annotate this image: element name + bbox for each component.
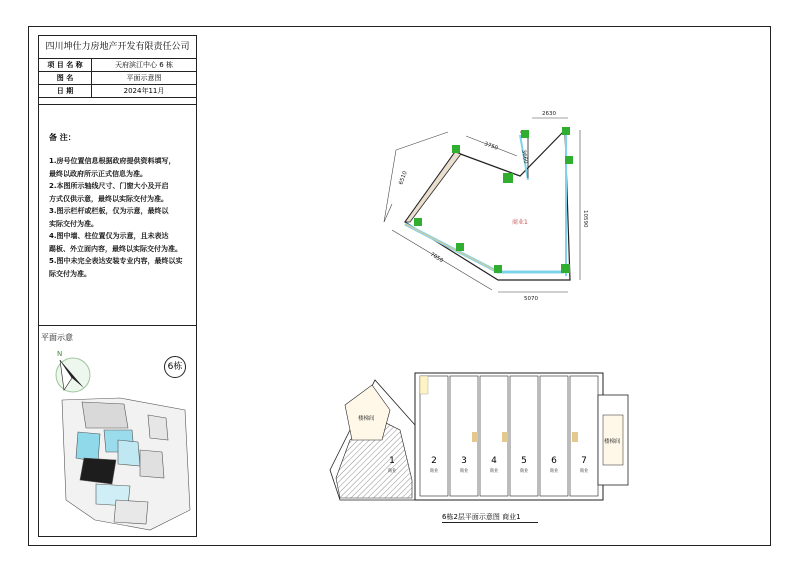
caption-underline [442, 522, 538, 523]
dim-label: 3750 [483, 141, 499, 152]
unit-number: 2 [431, 456, 437, 466]
note-line: 2.本图所示轴线尺寸、门窗大小及开启 [49, 182, 169, 190]
note-line: 5.图中未完全表达安装专业内容，最终以实 [49, 257, 183, 265]
dim-label: 5070 [524, 296, 538, 302]
dim-label: 2630 [542, 111, 556, 117]
unit-number: 1 [389, 456, 395, 466]
note-line: 踢板、外立面内容，最终以实际交付为准。 [49, 244, 182, 253]
column-icon [494, 265, 502, 273]
column-icon [565, 156, 573, 164]
column-icon [503, 173, 513, 183]
note-line: 3.图示栏杆或栏板，仅为示意，最终以 [49, 207, 169, 215]
dim-label: 6510 [398, 170, 409, 186]
info-key: 图 名 [56, 74, 74, 82]
note-line: 4.图中墙、柱位置仅为示意，且未表达 [49, 232, 169, 240]
key-plan [330, 373, 628, 500]
dim-label: 7050 [428, 251, 444, 265]
info-value: 平面示意图 [126, 74, 162, 82]
column-icon [562, 127, 570, 135]
notes-title: 备 注： [49, 133, 76, 142]
stair-label: 楼梯间 [604, 439, 621, 445]
company-name: 四川坤仕力房地产开发有限责任公司 [39, 36, 196, 59]
column-icon [452, 145, 460, 153]
unit-number: 4 [491, 456, 497, 466]
unit-number: 5 [521, 456, 527, 466]
unit-number: 6 [551, 456, 557, 466]
info-key: 日 期 [56, 87, 74, 95]
building-badge: 6栋 [164, 356, 186, 378]
info-value: 2024年11月 [123, 87, 165, 95]
plan-caption: 6栋2层平面示意图 商业1 [442, 513, 521, 521]
note-line: 际交付为准。 [49, 269, 91, 278]
column-icon [521, 130, 529, 138]
unit-name: 商业 [579, 469, 589, 474]
room-label: 商业1 [512, 219, 528, 226]
note-line: 最终以政府所示正式信息为准。 [49, 169, 147, 178]
column-icon [414, 218, 422, 226]
note-line: 1.房号位置信息根据政府提供资料填写， [49, 157, 176, 165]
dim-label: 3660 [520, 149, 529, 165]
unit-number: 3 [461, 456, 467, 466]
unit-name: 商业 [387, 469, 397, 474]
compass-icon [56, 350, 90, 392]
column-icon [561, 264, 570, 273]
unit-name: 商业 [489, 469, 499, 474]
info-value: 天府滨江中心 6 栋 [115, 61, 173, 69]
column-icon [456, 243, 464, 251]
unit-name: 商业 [549, 469, 559, 474]
dim-label: 10590 [582, 210, 588, 228]
compass-letter: N [57, 350, 63, 358]
unit-number: 7 [581, 456, 587, 466]
unit-name: 商业 [519, 469, 529, 474]
site-plan [62, 398, 190, 530]
overview-title: 平面示意 [41, 333, 73, 342]
unit-name: 商业 [459, 469, 469, 474]
unit-floor-plan [384, 111, 588, 302]
unit-name: 商业 [429, 469, 439, 474]
note-line: 实际交付为准。 [49, 219, 98, 228]
info-key: 项 目 名 称 [47, 61, 83, 69]
note-line: 方式仅供示意，最终以实际交付为准。 [49, 194, 168, 203]
stair-label: 楼梯间 [358, 416, 375, 422]
